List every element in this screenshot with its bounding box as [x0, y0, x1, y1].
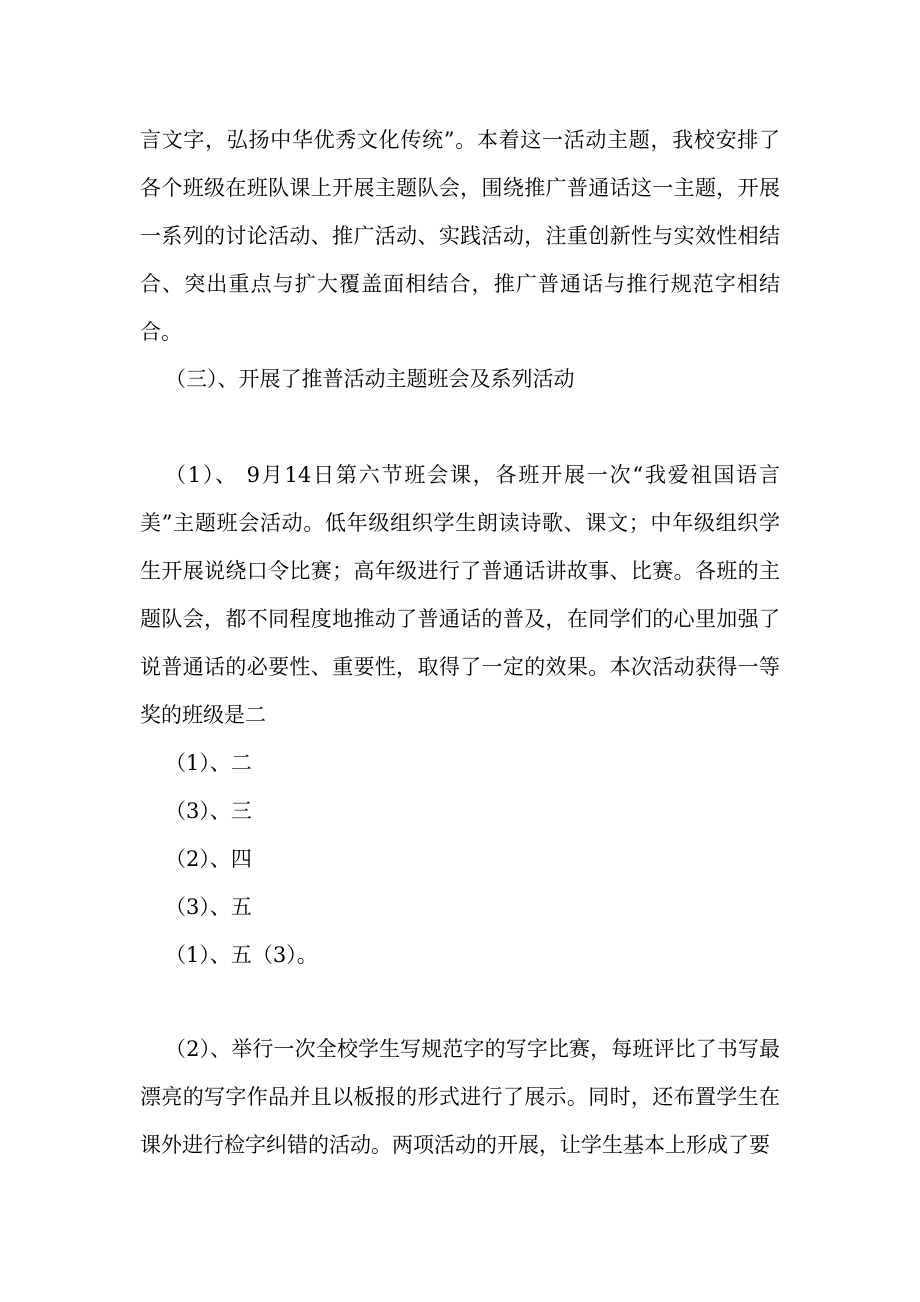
class-list-item: （3）、五 — [165, 895, 252, 919]
paragraph-writing-contest: （2）、举行一次全校学生写规范字的写字比赛，每班评比了书写最漂亮的写字作品并且以板报的形式进行了展示。同时，还布置学生在课外进行检字纠错的活动。两项活动的开展，让学生基本上形成了要 — [140, 1037, 780, 1157]
section-heading: （三）、开展了推普活动主题班会及系列活动 — [165, 367, 575, 391]
class-list-item: （2）、四 — [165, 847, 252, 871]
class-list-item: （3）、三 — [165, 799, 252, 823]
class-list-item: （1）、五（3）。 — [165, 943, 318, 967]
paragraph-class-meeting: （1）、 9月14日第六节班会课，各班开展一次“我爱祖国语言美”主题班会活动。低年级组织学生朗读诗歌、课文；中年级组织学生开展说绕口令比赛；高年级进行了普通话讲故事、比赛。各班的主题队会，都不同程度地推动了普通话的普及，在同学们的心里加强了说普通话的必要性、重要性，取得了一定的效果。本次活动获得一等奖的班级是二 — [140, 463, 780, 727]
class-list-item: （1）、二 — [165, 751, 252, 775]
paragraph-continuation: 言文字，弘扬中华优秀文化传统”。本着这一活动主题，我校安排了各个班级在班队课上开展主题队会，围绕推广普通话这一主题，开展一系列的讨论活动、推广活动、实践活动，注重创新性与实效性相结合、突出重点与扩大覆盖面相结合，推广普通话与推行规范字相结合。 — [140, 128, 780, 344]
